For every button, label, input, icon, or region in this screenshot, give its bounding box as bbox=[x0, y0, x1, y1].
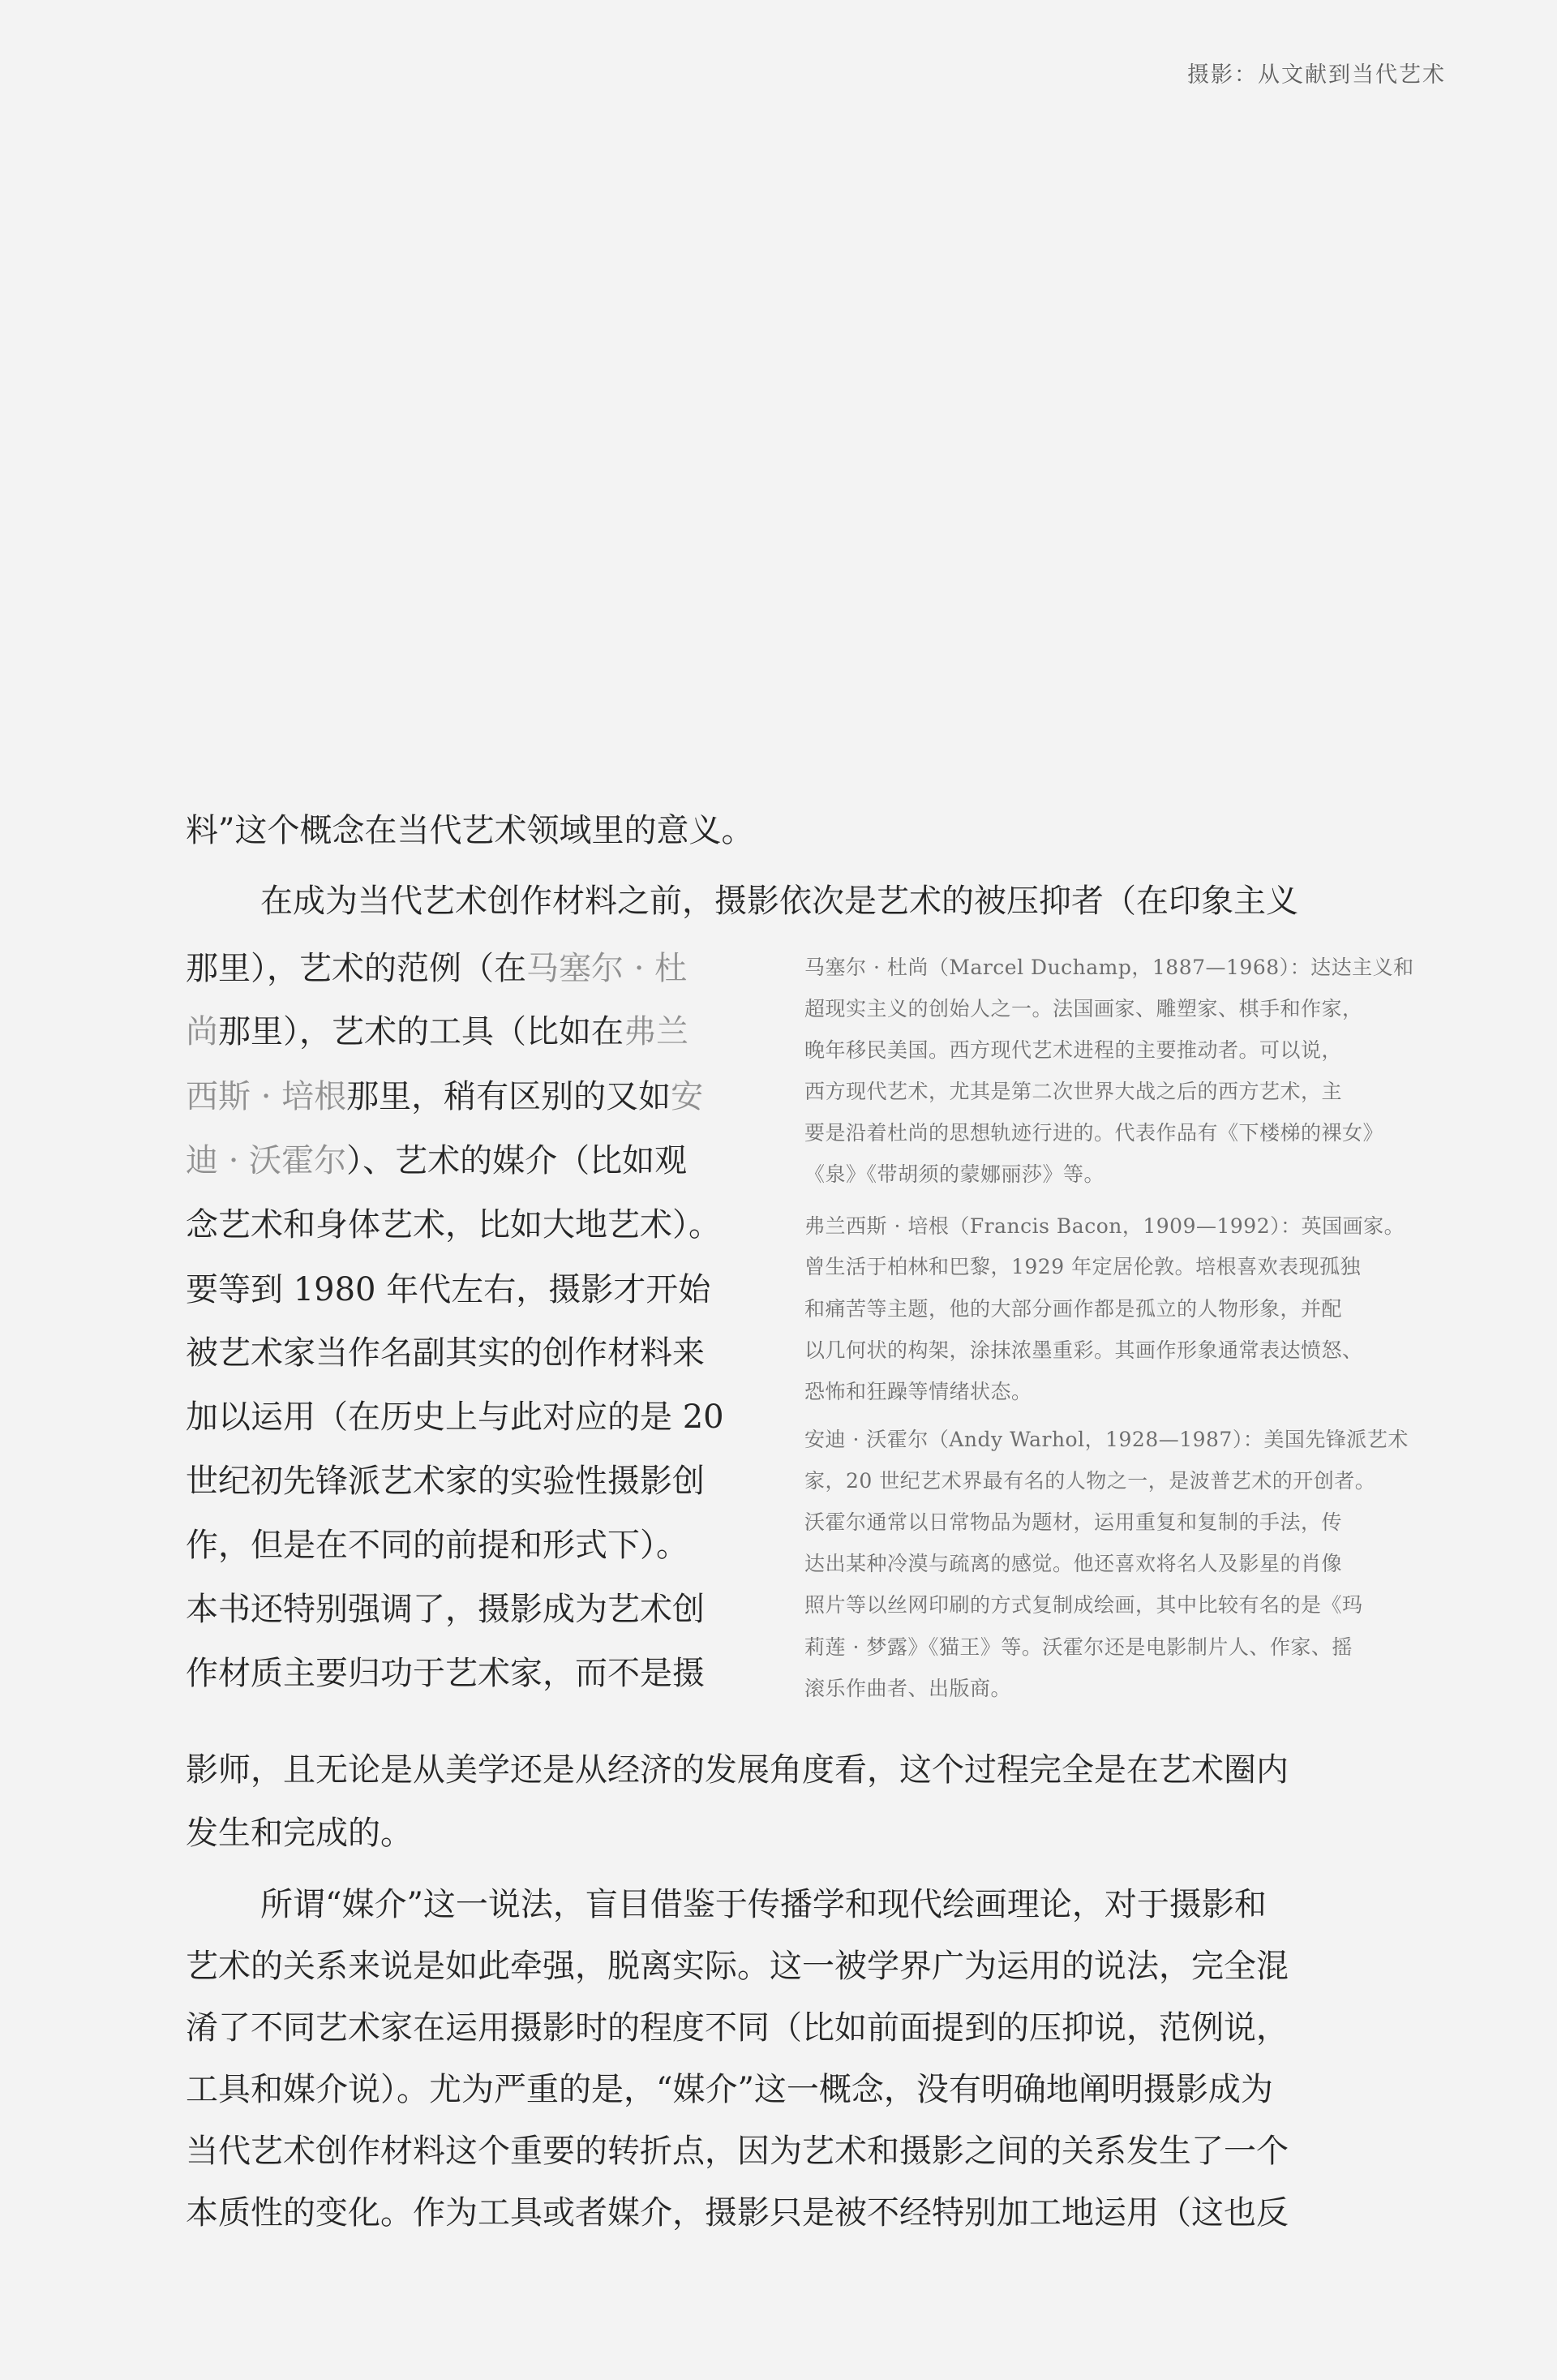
highlight-bacon: 西斯 · 培根 bbox=[186, 1078, 347, 1115]
body-line: 作材质主要归功于艺术家，而不是摄 bbox=[186, 1655, 705, 1692]
highlight-warhol: 迪 · 沃霍尔 bbox=[186, 1142, 347, 1179]
body-line: 迪 · 沃霍尔）、艺术的媒介（比如观 bbox=[186, 1142, 688, 1179]
note-line: 照片等以丝网印刷的方式复制成绘画，其中比较有名的是《玛 bbox=[804, 1593, 1363, 1617]
note-line: 晚年移民美国。西方现代艺术进程的主要推动者。可以说， bbox=[804, 1038, 1343, 1062]
note-line: 西方现代艺术，尤其是第二次世界大战之后的西方艺术，主 bbox=[804, 1080, 1343, 1103]
note-line: 以几何状的构架，涂抹浓墨重彩。其画作形象通常表达愤怒、 bbox=[804, 1338, 1363, 1362]
body-line: 本质性的变化。作为工具或者媒介，摄影只是被不经特别加工地运用（这也反 bbox=[186, 2194, 1289, 2232]
body-line: 料”这个概念在当代艺术领域里的意义。 bbox=[186, 812, 754, 849]
highlight-duchamp: 马塞尔 · 杜 bbox=[526, 950, 688, 987]
note-line: 家，20 世纪艺术界最有名的人物之一，是波普艺术的开创者。 bbox=[804, 1469, 1376, 1493]
highlight-bacon: 弗兰 bbox=[624, 1013, 688, 1050]
note-line: 安迪 · 沃霍尔（Andy Warhol，1928—1987）：美国先锋派艺术 bbox=[804, 1428, 1409, 1451]
body-line: 作，但是在不同的前提和形式下）。 bbox=[186, 1527, 688, 1564]
body-line: 在成为当代艺术创作材料之前，摄影依次是艺术的被压抑者（在印象主义 bbox=[260, 883, 1298, 920]
highlight-duchamp: 尚 bbox=[186, 1013, 218, 1050]
note-line: 要是沿着杜尚的思想轨迹行进的。代表作品有《下楼梯的裸女》 bbox=[804, 1121, 1384, 1145]
highlight-warhol: 安 bbox=[671, 1078, 704, 1115]
note-line: 莉莲 · 梦露》《猫王》等。沃霍尔还是电影制片人、作家、摇 bbox=[804, 1635, 1353, 1659]
running-header: 摄影：从文献到当代艺术 bbox=[1187, 62, 1446, 88]
body-line: 工具和媒介说）。尤为严重的是，“媒介”这一概念，没有明确地阐明摄影成为 bbox=[186, 2071, 1273, 2108]
body-line: 被艺术家当作名副其实的创作材料来 bbox=[186, 1334, 705, 1372]
note-line: 达出某种冷漠与疏离的感觉。他还喜欢将名人及影星的肖像 bbox=[804, 1552, 1343, 1575]
body-line: 加以运用（在历史上与此对应的是 20 bbox=[186, 1398, 724, 1436]
note-line: 弗兰西斯 · 培根（Francis Bacon，1909—1992）：英国画家。 bbox=[804, 1214, 1405, 1238]
body-line: 淆了不同艺术家在运用摄影时的程度不同（比如前面提到的压抑说，范例说， bbox=[186, 2009, 1289, 2047]
note-line: 滚乐作曲者、出版商。 bbox=[804, 1677, 1012, 1700]
body-line: 要等到 1980 年代左右，摄影才开始 bbox=[186, 1271, 711, 1308]
note-line: 曾生活于柏林和巴黎，1929 年定居伦敦。培根喜欢表现孤独 bbox=[804, 1255, 1362, 1278]
note-line: 马塞尔 · 杜尚（Marcel Duchamp，1887—1968）：达达主义和 bbox=[804, 956, 1414, 979]
body-line: 世纪初先锋派艺术家的实验性摄影创 bbox=[186, 1463, 705, 1500]
body-line: 艺术的关系来说是如此牵强，脱离实际。这一被学界广为运用的说法，完全混 bbox=[186, 1948, 1289, 1985]
body-line: 影师，且无论是从美学还是从经济的发展角度看，这个过程完全是在艺术圈内 bbox=[186, 1751, 1289, 1789]
body-line: 念艺术和身体艺术，比如大地艺术）。 bbox=[186, 1206, 721, 1244]
note-line: 超现实主义的创始人之一。法国画家、雕塑家、棋手和作家， bbox=[804, 997, 1363, 1020]
body-line: 那里），艺术的范例（在马塞尔 · 杜 bbox=[186, 950, 688, 987]
body-line: 所谓“媒介”这一说法，盲目借鉴于传播学和现代绘画理论，对于摄影和 bbox=[260, 1886, 1267, 1923]
note-line: 沃霍尔通常以日常物品为题材，运用重复和复制的手法，传 bbox=[804, 1510, 1343, 1534]
body-line: 西斯 · 培根那里，稍有区别的又如安 bbox=[186, 1078, 704, 1115]
note-line: 《泉》《带胡须的蒙娜丽莎》等。 bbox=[804, 1162, 1105, 1186]
body-line: 本书还特别强调了，摄影成为艺术创 bbox=[186, 1591, 705, 1628]
body-line: 尚那里），艺术的工具（比如在弗兰 bbox=[186, 1013, 688, 1050]
body-line: 当代艺术创作材料这个重要的转折点，因为艺术和摄影之间的关系发生了一个 bbox=[186, 2133, 1289, 2170]
note-line: 恐怖和狂躁等情绪状态。 bbox=[804, 1380, 1032, 1403]
note-line: 和痛苦等主题，他的大部分画作都是孤立的人物形象，并配 bbox=[804, 1297, 1343, 1321]
body-line: 发生和完成的。 bbox=[186, 1815, 413, 1852]
